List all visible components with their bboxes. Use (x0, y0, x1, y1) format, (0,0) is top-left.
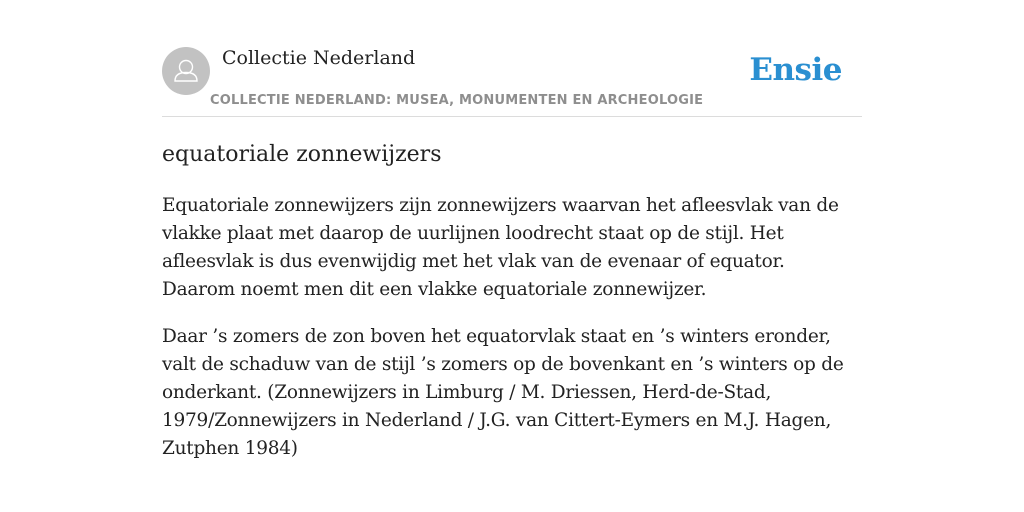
ensie-logo[interactable]: Ensie (749, 52, 842, 88)
article-body (162, 192, 862, 482)
article-title: equatoriale zonnewijzers (162, 142, 442, 167)
author-name[interactable]: Collectie Nederland (222, 47, 416, 69)
user-silhouette-icon (162, 47, 210, 95)
article-paragraph-2: Daar ’s zomers de zon boven het equatorvlak staat en ’s winters eronder, valt de schaduw van de stijl ’s zomers op de bovenkant en ’s winters op de onderkant. (Zonnewijzers in Limburg / M. Driessen, Herd-de-Stad, 1979/Zonnewijzers in Nederland / J.G. van Cittert-Eymers en M.J. Hagen, Zutphen 1984) (162, 326, 844, 459)
header (162, 46, 862, 117)
avatar[interactable] (162, 47, 210, 95)
collection-name[interactable]: COLLECTIE NEDERLAND: MUSEA, MONUMENTEN EN ARCHEOLOGIE (210, 93, 704, 108)
article-paragraph-1: Equatoriale zonnewijzers zijn zonnewijzers waarvan het afleesvlak van de vlakke plaat met daarop de uurlijnen loodrecht staat op de stijl. Het afleesvlak is dus evenwijdig met het vlak van de evenaar of equator. Daarom noemt men dit een vlakke equatoriale zonnewijzer. (162, 195, 839, 300)
